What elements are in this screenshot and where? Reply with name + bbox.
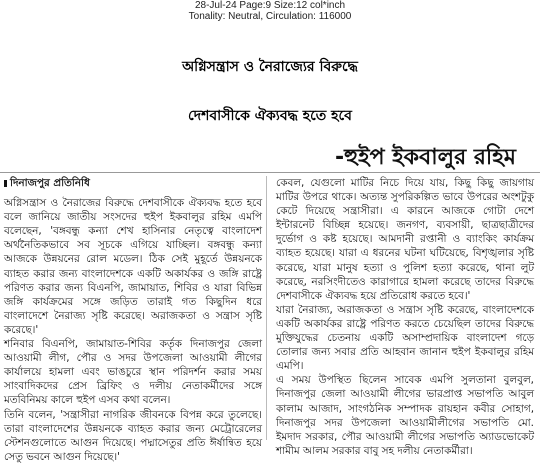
paragraph: শনিবার বিএনপি, জামায়াত-শিবির কর্তৃক দিনাজপুর জেলা আওয়ামী লীগ, পৌর ও সদর উপজেলা আওয়ামী লীগের কার্যালয়ে হামলা এবং ভাঙচুরে স্থান পরিদর্শন করার সময় সাংবাদিকদের প্রেস ব্রিফিং ও দলীয় নেতাকর্মীদের সঙ্গে মতবিনিময় কালে হুইপ এসব কথা বলেন।: [4, 338, 262, 407]
clipping-date-page-size: 28-Jul-24 Page:9 Size:12 col*inch: [194, 0, 346, 11]
clipping-tonality-circulation: Tonality: Neutral, Circulation: 116000: [188, 11, 352, 22]
headline-line-1: অগ্নিসন্ত্রাস ও নৈরাজ্যের বিরুদ্ধে: [182, 59, 358, 75]
dateline: দিনাজপুর প্রতিনিধি: [4, 176, 262, 190]
article-column-right: [276, 176, 534, 457]
clipping-metadata: [0, 0, 540, 22]
byline: -হুইপ ইকবালুর রহিম: [335, 145, 516, 170]
header-rule: [0, 172, 540, 173]
paragraph: তিনি বলেন, 'সন্ত্রাসীরা নাগরিক জীবনকে বিপন্ন করে তুলেছে। তারা বাংলাদেশের উন্নয়নকে ব্যাহত করার জন্য মেট্রোরেলের স্টেশনগুলোতে আগুন দিয়েছে। পদ্মাসেতুর প্রতি ঈর্ষান্বিত হয়ে সেতু ভবনে আগুন দিয়েছে।': [4, 408, 262, 463]
article-column-left: [4, 176, 262, 463]
paragraph: কেবল, যেগুলো মাটির নিচে দিয়ে যায়, কিছু কিছু জায়গায় মাটির উপরে থাকে। অত্যন্ত সুপরিকল্পিত ভাবে উপরের অংশটুকু কেটে দিয়েছে সন্ত্রাসীরা। এ কারনে আজকে গোটা দেশে ইন্টারনেট বিচ্ছিন্ন হয়েছে। জনগণ, ব্যবসায়ী, ছাত্রছাত্রীদের দুর্ভোগ ও কষ্ট হয়েছে। আমদানী রপ্তানী ও ব্যাংকিং কার্যক্রম ব্যাহত হয়েছে। যারা এ ধরনের ঘটনা ঘটিয়েছে, বিশৃঙ্খলার সৃষ্টি করেছে, যারা মানুষ হত্যা ও পুলিশ হত্যা করেছে, থানা লুট করেছে, নরসিংদীতেও কারাগারে হামলা করেছে তাদের বিরুদ্ধে দেশবাসীকে ঐক্যবদ্ধ হয়ে প্রতিরোধ করতে হবে।': [276, 177, 534, 302]
paragraph: যারা নৈরাজ্য, অরাজকতা ও সন্ত্রাস সৃষ্টি করেছে, বাংলাদেশকে একটি অকার্যকর রাষ্ট্রে পরিণত করতে চেয়েছিল তাদের বিরুদ্ধে মুক্তিযুদ্ধের চেতনায় একটি অসাম্প্রদায়িক বাংলাদেশ গড়ে তোলার জন্য সবার প্রতি আহবান জানান হুইপ ইকবালুর রহিম এমপি।: [276, 303, 534, 373]
paragraph: অগ্নিসন্ত্রাস ও নৈরাজের বিরুদ্ধে দেশবাসীকে ঐক্যবদ্ধ হতে হবে বলে জানিয়ে জাতীয় সংসদের হুইপ ইকবালুর রহিম এমপি বলেছেন, 'বঙ্গবন্ধু কন্যা শেখ হাসিনার নেতৃত্বে বাংলাদেশ অর্থনৈতিকভাবে সব সূচকে এগিয়ে যাচ্ছিল। বঙ্গবন্ধু কন্যা আজকে উন্নয়নের রোল মডেল। ঠিক সেই মুহূর্তে উন্নয়নকে ব্যাহত করার জন্য বাংলাদেশকে একটি অকার্যকর ও জঙ্গি রাষ্ট্রে পরিণত করার জন্য বিএনপি, জামায়াত, শিবির ও যারা বিভিন্ন জঙ্গি কার্যক্রমের সঙ্গে জড়িত তারাই গত কিছুদিন ধরে বাংলাদেশে নৈরাজ্য সৃষ্টি করেছে। অরাজকতা ও সন্ত্রাস সৃষ্টি করেছে।': [4, 197, 262, 336]
headline-line-2: দেশবাসীকে ঐক্যবদ্ধ হতে হবে: [188, 108, 352, 124]
column-divider: [266, 176, 267, 440]
paragraph: এ সময় উপস্থিত ছিলেন সাবেক এমপি সুলতানা বুলবুল, দিনাজপুর জেলা আওয়ামী লীগের ভারপ্রাপ্ত সভাপতি আবুল কালাম আজাদ, সাংগঠনিক সম্পাদক রায়হান কবীর সোহাগ, দিনাজপুর সদর উপজেলা আওয়ামীলীগের সভাপতি মো. ইমদাদ সরকার, পৌর আওয়ামী লীগের সভাপতি অ্যাডভোকেট শামীম আলম সরকার বাবু সহ দলীয় নেতাকর্মীরা।: [276, 374, 534, 457]
